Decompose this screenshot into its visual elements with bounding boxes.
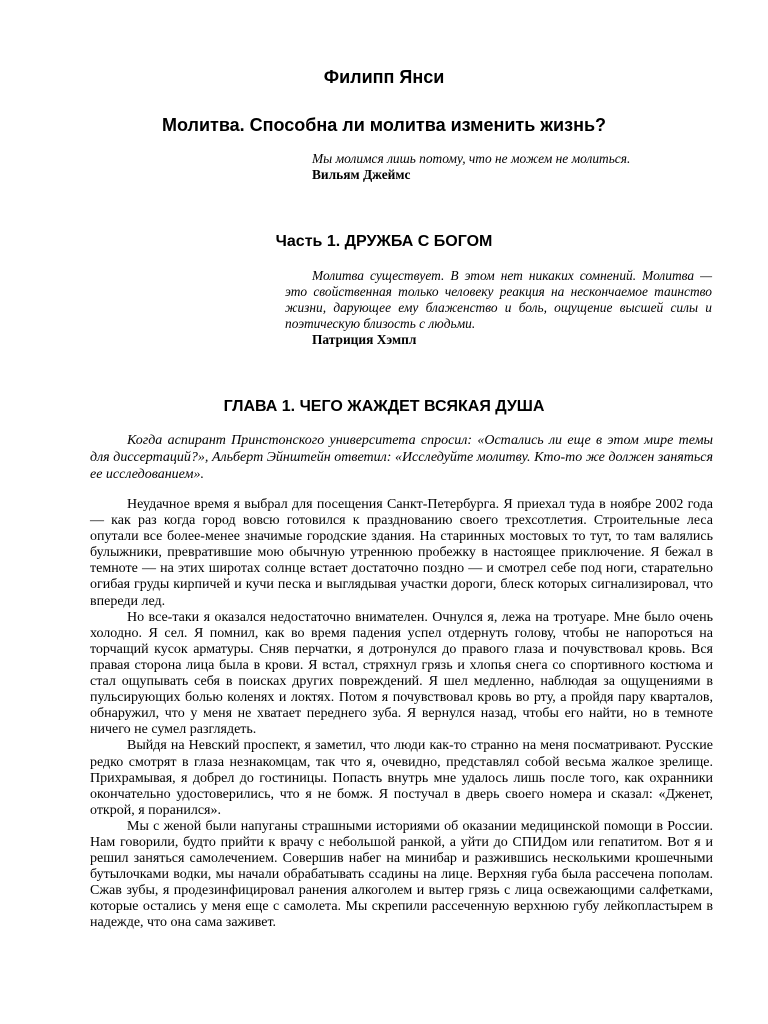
body-paragraph: Выйдя на Невский проспект, я заметил, что люди как-то странно на меня посматривают. Русские редко смотрят в глаза незнакомцам, так что я, очевидно, представлял собой весьма жалкое зрелище. Прихрамывая, я добрел до гостиницы. Попасть внутрь мне удалось лишь после того, как охранники окончательно удостоверились, что я не бомж. Я постучал в дверь своего номера и сказал: «Дженет, открой, я поранился».: [90, 738, 713, 818]
chapter-title: ГЛАВА 1. ЧЕГО ЖАЖДЕТ ВСЯКАЯ ДУША: [223, 398, 545, 415]
chapter-intro-anecdote: Когда аспирант Принстонского университета спросил: «Остались ли еще в этом мире темы для диссертаций?», Альберт Эйнштейн ответил: «Исследуйте молитву. Кто-то же должен заняться ее исследованием».: [90, 433, 713, 482]
chapter-body: [90, 497, 713, 932]
body-paragraph: Мы с женой были напуганы страшными историями об оказании медицинской помощи в России. Нам говорили, будто прийти к врачу с небольшой ранкой, а уйти до СПИДом или гепатитом. Вот я и решил заняться самолечением. Совершив набег на минибар и разжившись несколькими крошечными бутылочками водки, мы начали обрабатывать ссадины на лице. Верхняя губа была рассечена пополам. Сжав зубы, я продезинфицировал ранения алкоголем и вытер грязь с лица освежающими салфетками, которые остались у меня еще с самолета. Мы скрепили рассеченную верхнюю губу лейкопластырем в надежде, что она сама заживет.: [90, 818, 713, 931]
epigraph-quote: Молитва существует. В этом нет никаких сомнений. Молитва — это свойственная только человеку реакция на нескончаемое таинство жизни, дарующее ему блаженство и боль, ощущение высшей силы и поэтическую близость с людьми.: [285, 268, 712, 331]
author-name: Филипп Янси: [323, 67, 445, 87]
body-paragraph: Неудачное время я выбрал для посещения Санкт-Петербурга. Я приехал туда в ноябре 2002 года — как раз когда город вовсю готовился к празднованию своего трехсотлетия. Строительные леса опутали все более-менее значимые городские здания. На старинных мостовых то тут, то там валялись булыжники, превратившие мою обычную утреннюю пробежку в настоящее приключение. Я бежал в темноте — на этих широтах солнце встает достаточно поздно — и смотрел себе под ноги, старательно огибая груды кирпичей и кучи песка и выглядывая участки дороги, блеск которых сигнализировал, что впереди лед.: [90, 497, 713, 609]
epigraph-attribution: Патриция Хэмпл: [312, 332, 417, 347]
epigraph-2: [285, 268, 712, 348]
epigraph-attribution: Вильям Джеймс: [312, 167, 411, 182]
body-paragraph: Но все-таки я оказался недостаточно внимателен. Очнулся я, лежа на тротуаре. Мне было очень холодно. Я сел. Я помнил, как во время падения успел отдернуть голову, чтобы не напороться на торчащий кусок арматуры. Сняв перчатки, я дотронулся до правого глаза и почувствовал кровь. Вся правая сторона лица была в крови. Я встал, стряхнул грязь и хлопья снега со спортивного костюма и стал ощупывать себя в поисках других повреждений. Я шел медленно, наблюдая за ощущениями в пульсирующих болью коленях и локтях. Потом я почувствовал кровь во рту, а пройдя пару кварталов, обнаружил, что у меня не хватает переднего зуба. Я вернулся назад, чтобы его найти, но в темноте ничего не сумел разглядеть.: [90, 609, 713, 738]
part-title: Часть 1. ДРУЖБА С БОГОМ: [275, 233, 493, 250]
book-title: Молитва. Способна ли молитва изменить жизнь?: [161, 115, 607, 135]
epigraph-1: [285, 151, 712, 183]
epigraph-quote: Мы молимся лишь потому, что не можем не молиться.: [312, 151, 631, 166]
